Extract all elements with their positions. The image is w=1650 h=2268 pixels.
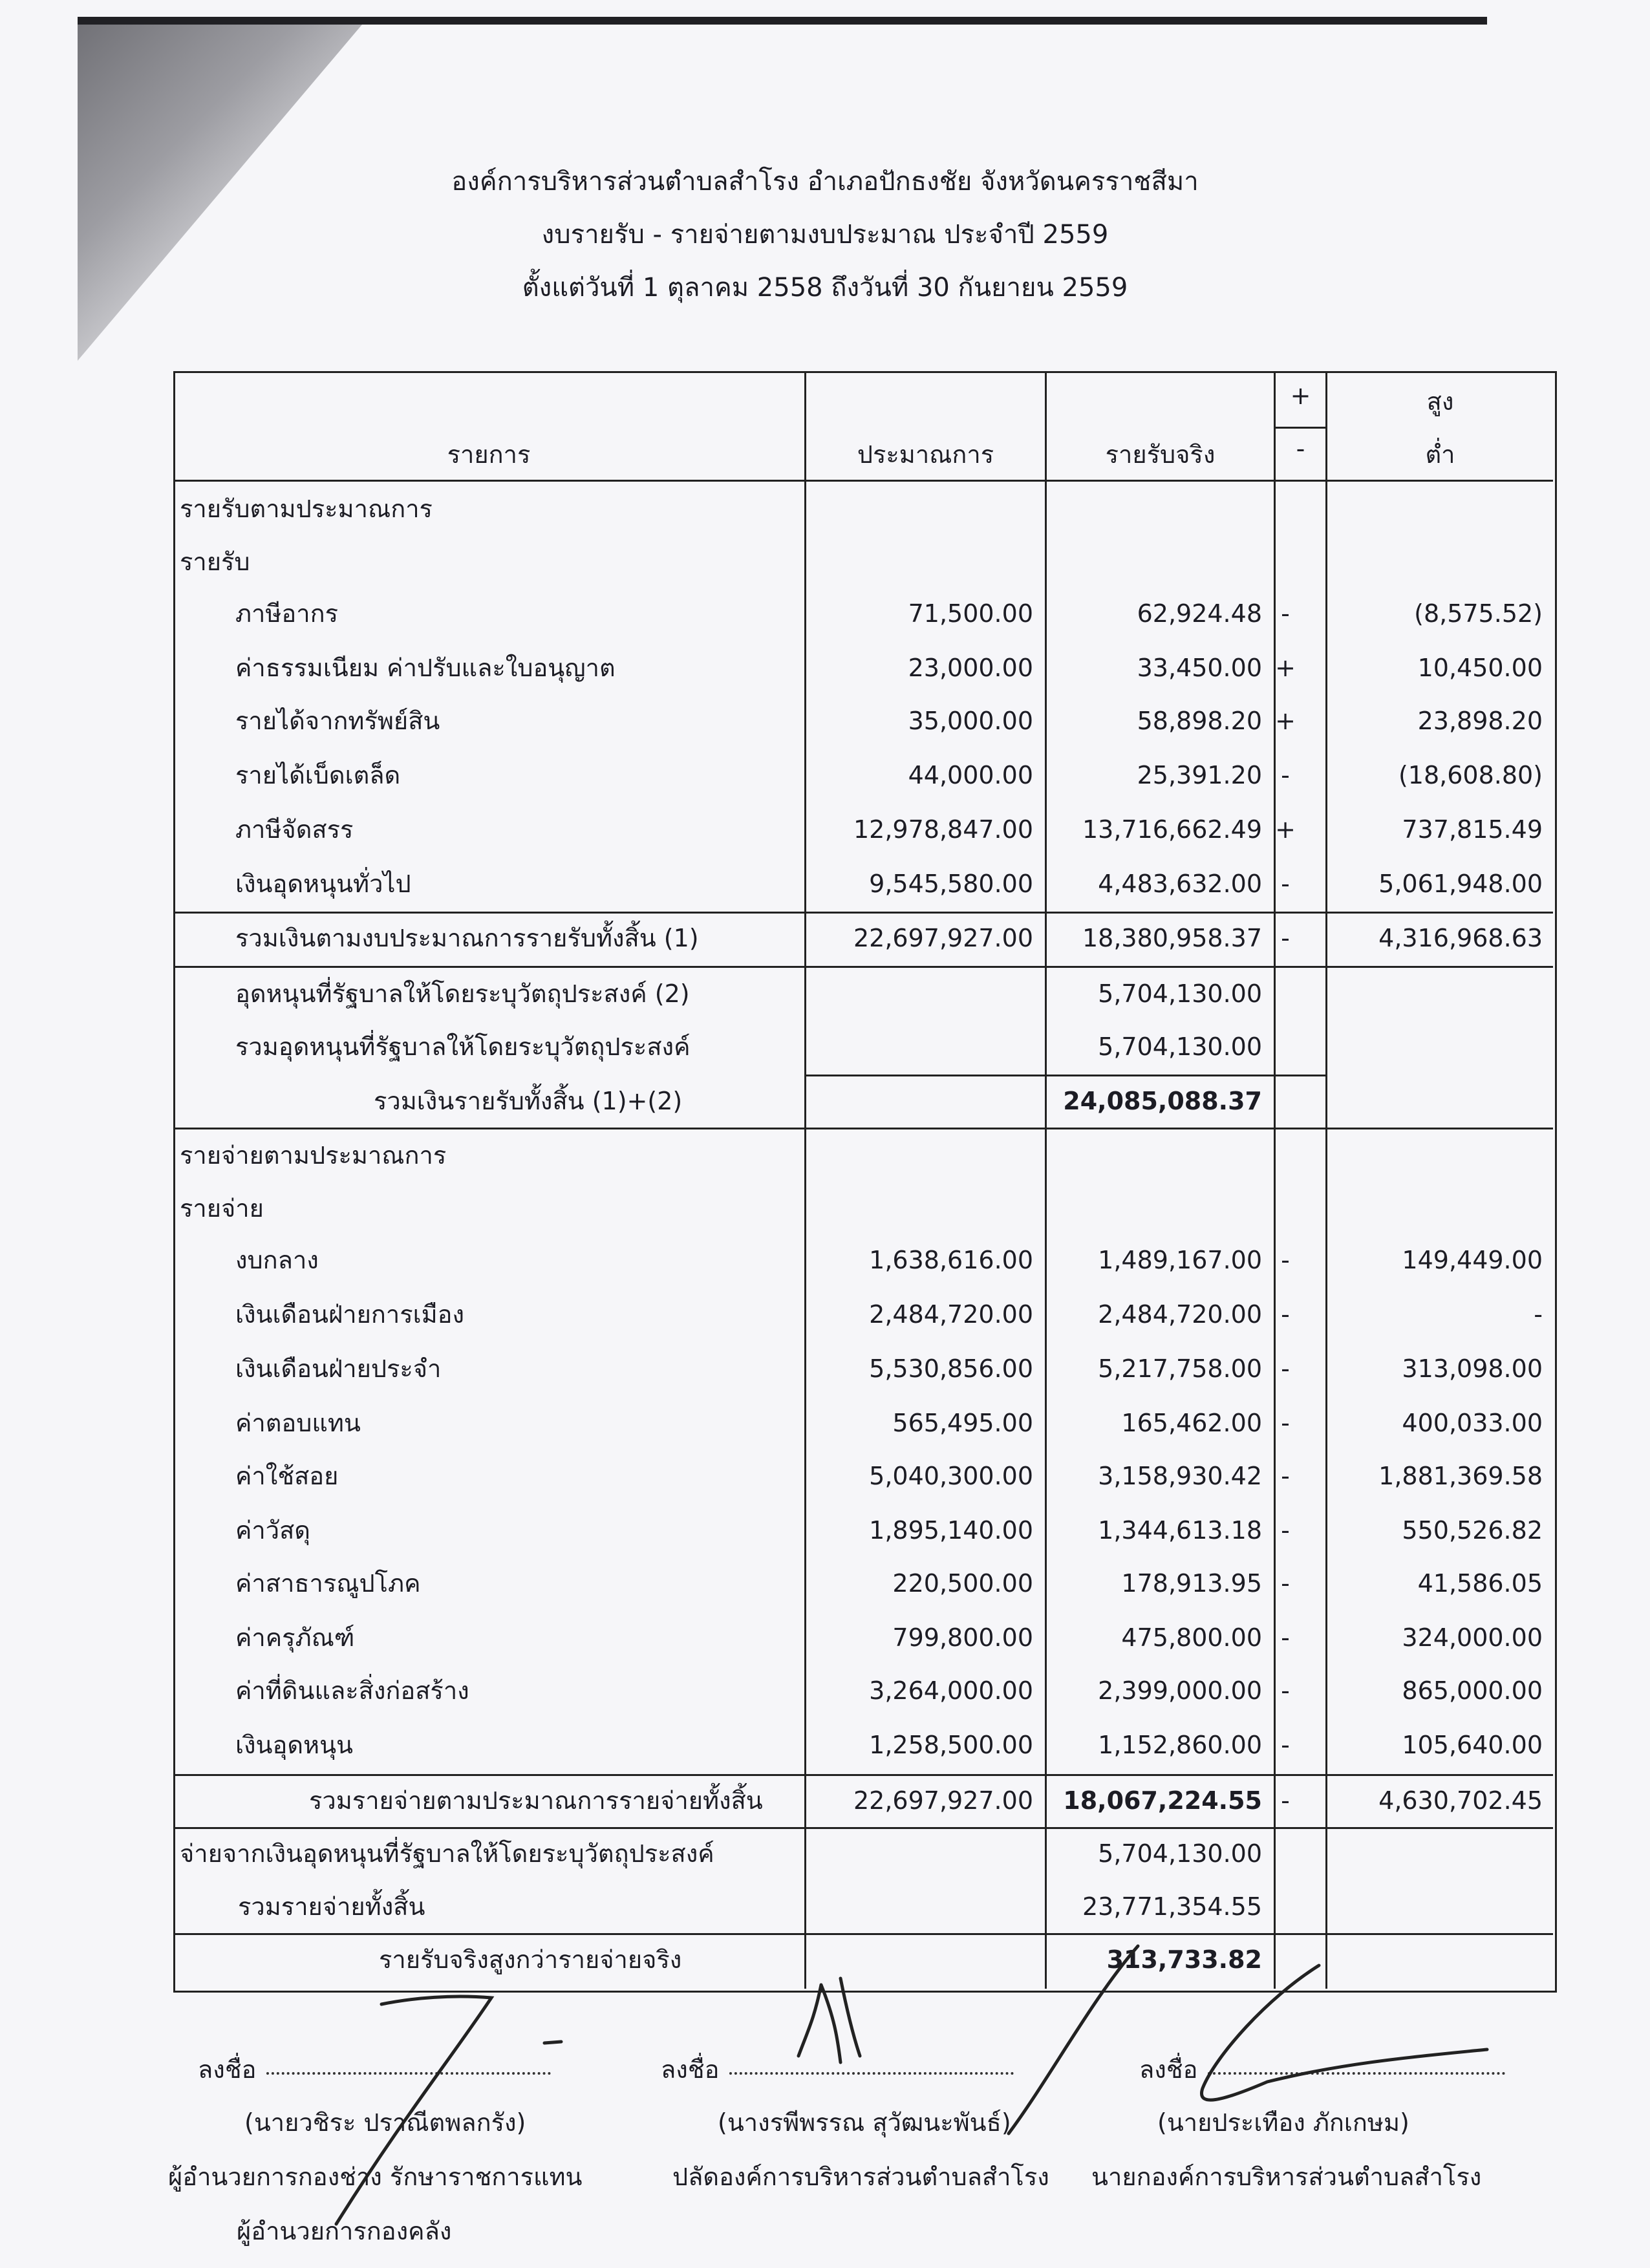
document-period: ตั้งแต่วันที่ 1 ตุลาคม 2558 ถึงวันที่ 30 กันยายน 2559 xyxy=(522,273,1128,303)
signer-title-2: ปลัดองค์การบริหารส่วนตำบลสำโรง xyxy=(672,2163,1049,2191)
row-estimate: 22,697,927.00 xyxy=(853,924,1033,952)
row-sign: - xyxy=(1281,599,1290,628)
row-actual: 24,085,088.37 xyxy=(1063,1087,1262,1115)
row-actual: 1,489,167.00 xyxy=(1098,1246,1262,1274)
subsection-label: รายรับ xyxy=(180,548,250,576)
col-header-actual: รายรับจริง xyxy=(1105,440,1216,469)
row-estimate: 71,500.00 xyxy=(908,599,1033,628)
row-diff: 4,630,702.45 xyxy=(1378,1786,1543,1815)
row-diff: 5,061,948.00 xyxy=(1378,870,1543,898)
row-diff: 149,449.00 xyxy=(1402,1246,1543,1274)
row-actual: 4,483,632.00 xyxy=(1098,870,1262,898)
row-sign: - xyxy=(1281,1246,1290,1274)
row-actual: 178,913.95 xyxy=(1121,1569,1262,1598)
row-sign: - xyxy=(1281,1786,1290,1815)
row-diff: 10,450.00 xyxy=(1417,654,1543,682)
row-actual: 165,462.00 xyxy=(1121,1409,1262,1437)
row-diff: 1,881,369.58 xyxy=(1378,1462,1543,1490)
subsection-label: รายจ่าย xyxy=(180,1194,264,1223)
signature-stroke-3 xyxy=(1201,1965,1487,2100)
row-label: รวมรายจ่ายตามประมาณการรายจ่ายทั้งสิ้น xyxy=(309,1786,763,1815)
row-label: เงินอุดหนุนทั่วไป xyxy=(235,870,411,898)
row-sign: + xyxy=(1275,815,1296,844)
row-sign: - xyxy=(1281,1676,1290,1705)
row-label: อุดหนุนที่รัฐบาลให้โดยระบุวัตถุประสงค์ (2) xyxy=(235,979,690,1008)
signature-stroke-1b xyxy=(544,2042,561,2043)
row-estimate: 23,000.00 xyxy=(908,654,1033,682)
row-estimate: 1,258,500.00 xyxy=(869,1731,1033,1759)
row-label: ค่าสาธารณูปโภค xyxy=(235,1569,421,1598)
row-actual: 25,391.20 xyxy=(1137,761,1262,789)
row-sign: - xyxy=(1281,1516,1290,1545)
row-diff: - xyxy=(1534,1300,1543,1329)
col-header-high: สูง xyxy=(1426,387,1454,416)
col-header-item: รายการ xyxy=(447,440,531,469)
col-header-low: ต่ำ xyxy=(1425,440,1455,469)
row-actual: 33,450.00 xyxy=(1137,654,1262,682)
row-label: รวมเงินตามงบประมาณการรายรับทั้งสิ้น (1) xyxy=(235,924,699,952)
document-subtitle: งบรายรับ - รายจ่ายตามงบประมาณ ประจำปี 2559 xyxy=(541,220,1109,250)
row-actual: 13,716,662.49 xyxy=(1082,815,1262,844)
row-actual: 5,704,130.00 xyxy=(1098,1032,1262,1061)
row-diff: 865,000.00 xyxy=(1402,1676,1543,1705)
row-actual: 5,704,130.00 xyxy=(1098,1839,1262,1868)
row-label: ค่าวัสดุ xyxy=(235,1516,310,1545)
row-sign: - xyxy=(1281,1623,1290,1652)
signer-name-1: (นายวชิระ ปราณีตพลกรัง) xyxy=(244,2108,526,2137)
signer-title-1: ผู้อำนวยการกองช่าง รักษาราชการแทน xyxy=(168,2163,583,2191)
row-estimate: 1,638,616.00 xyxy=(869,1246,1033,1274)
row-estimate: 12,978,847.00 xyxy=(853,815,1033,844)
row-actual: 18,067,224.55 xyxy=(1063,1786,1262,1815)
row-estimate: 1,895,140.00 xyxy=(869,1516,1033,1545)
row-label: ค่าครุภัณฑ์ xyxy=(235,1623,355,1652)
row-label: เงินเดือนฝ่ายการเมือง xyxy=(235,1300,465,1329)
row-label: เงินอุดหนุน xyxy=(235,1731,354,1759)
row-label: ภาษีอากร xyxy=(235,599,339,628)
row-sign: + xyxy=(1275,654,1296,682)
row-estimate: 2,484,720.00 xyxy=(869,1300,1033,1329)
row-diff: 105,640.00 xyxy=(1402,1731,1543,1759)
row-sign: - xyxy=(1281,1569,1290,1598)
row-estimate: 565,495.00 xyxy=(892,1409,1033,1437)
row-estimate: 5,530,856.00 xyxy=(869,1354,1033,1383)
row-actual: 62,924.48 xyxy=(1137,599,1262,628)
signature-prefix-3: ลงชื่อ xyxy=(1139,2055,1198,2084)
row-estimate: 799,800.00 xyxy=(892,1623,1033,1652)
row-sign: - xyxy=(1281,870,1290,898)
section-label: รายรับตามประมาณการ xyxy=(180,495,433,523)
row-diff: 23,898.20 xyxy=(1417,707,1543,735)
row-diff: (18,608.80) xyxy=(1398,761,1543,789)
row-label: เงินเดือนฝ่ายประจำ xyxy=(235,1354,442,1383)
row-sign: - xyxy=(1281,1409,1290,1437)
row-actual: 5,704,130.00 xyxy=(1098,979,1262,1008)
col-header-plus: + xyxy=(1290,381,1311,410)
row-actual: 475,800.00 xyxy=(1121,1623,1262,1652)
signer-name-3: (นายประเทือง ภักเกษม) xyxy=(1157,2108,1409,2137)
col-header-minus: - xyxy=(1296,434,1305,463)
section-label: รายจ่ายตามประมาณการ xyxy=(180,1141,447,1170)
row-actual: 313,733.82 xyxy=(1106,1945,1262,1974)
row-sign: - xyxy=(1281,924,1290,952)
row-label: รายรับจริงสูงกว่ารายจ่ายจริง xyxy=(379,1945,682,1974)
row-estimate: 44,000.00 xyxy=(908,761,1033,789)
signature-stroke-2 xyxy=(798,1978,860,2062)
signature-prefix-1: ลงชื่อ xyxy=(198,2055,257,2084)
row-sign: - xyxy=(1281,1462,1290,1490)
row-actual: 5,217,758.00 xyxy=(1098,1354,1262,1383)
row-sign: + xyxy=(1275,707,1296,735)
row-label: ค่าที่ดินและสิ่งก่อสร้าง xyxy=(235,1676,469,1705)
col-header-estimate: ประมาณการ xyxy=(857,440,994,469)
document-title: องค์การบริหารส่วนตำบลสำโรง อำเภอปักธงชัย จังหวัดนครราชสีมา xyxy=(451,167,1199,197)
row-sign: - xyxy=(1281,1731,1290,1759)
signer-title-3: นายกองค์การบริหารส่วนตำบลสำโรง xyxy=(1091,2163,1482,2191)
row-actual: 23,771,354.55 xyxy=(1082,1892,1262,1921)
signature-stroke-2b xyxy=(1009,1946,1138,2134)
row-estimate: 9,545,580.00 xyxy=(869,870,1033,898)
row-diff: 324,000.00 xyxy=(1402,1623,1543,1652)
row-diff: 550,526.82 xyxy=(1402,1516,1543,1545)
signer-name-2: (นางรพีพรรณ สุวัฒนะพันธ์) xyxy=(718,2108,1011,2137)
row-sign: - xyxy=(1281,761,1290,789)
row-label: ภาษีจัดสรร xyxy=(235,815,354,844)
row-sign: - xyxy=(1281,1300,1290,1329)
row-actual: 1,152,860.00 xyxy=(1098,1731,1262,1759)
row-actual: 58,898.20 xyxy=(1137,707,1262,735)
row-diff: 737,815.49 xyxy=(1402,815,1543,844)
row-diff: (8,575.52) xyxy=(1414,599,1543,628)
row-estimate: 22,697,927.00 xyxy=(853,1786,1033,1815)
row-label: ค่าตอบแทน xyxy=(235,1409,361,1437)
row-estimate: 3,264,000.00 xyxy=(869,1676,1033,1705)
row-label: รวมอุดหนุนที่รัฐบาลให้โดยระบุวัตถุประสงค์ xyxy=(235,1032,691,1061)
row-actual: 2,399,000.00 xyxy=(1098,1676,1262,1705)
row-label: งบกลาง xyxy=(235,1246,319,1274)
signer-title-1b: ผู้อำนวยการกองคลัง xyxy=(237,2217,452,2245)
row-actual: 1,344,613.18 xyxy=(1098,1516,1262,1545)
row-diff: 4,316,968.63 xyxy=(1378,924,1543,952)
row-actual: 3,158,930.42 xyxy=(1098,1462,1262,1490)
row-label: รวมเงินรายรับทั้งสิ้น (1)+(2) xyxy=(374,1087,683,1115)
row-actual: 2,484,720.00 xyxy=(1098,1300,1262,1329)
row-label: ค่าใช้สอย xyxy=(235,1462,339,1490)
signature-prefix-2: ลงชื่อ xyxy=(661,2055,720,2084)
row-label: ค่าธรรมเนียม ค่าปรับและใบอนุญาต xyxy=(235,654,616,682)
row-estimate: 5,040,300.00 xyxy=(869,1462,1033,1490)
row-label: รายได้จากทรัพย์สิน xyxy=(235,707,440,735)
row-estimate: 35,000.00 xyxy=(908,707,1033,735)
row-label: รวมรายจ่ายทั้งสิ้น xyxy=(238,1892,425,1921)
row-estimate: 220,500.00 xyxy=(892,1569,1033,1598)
row-actual: 18,380,958.37 xyxy=(1082,924,1262,952)
row-diff: 41,586.05 xyxy=(1417,1569,1543,1598)
row-diff: 313,098.00 xyxy=(1402,1354,1543,1383)
row-label: จ่ายจากเงินอุดหนุนที่รัฐบาลให้โดยระบุวัตถุประสงค์ xyxy=(180,1839,714,1868)
row-diff: 400,033.00 xyxy=(1402,1409,1543,1437)
row-sign: - xyxy=(1281,1354,1290,1383)
signature-stroke-1 xyxy=(336,1996,491,2224)
row-label: รายได้เบ็ดเตล็ด xyxy=(235,761,401,789)
